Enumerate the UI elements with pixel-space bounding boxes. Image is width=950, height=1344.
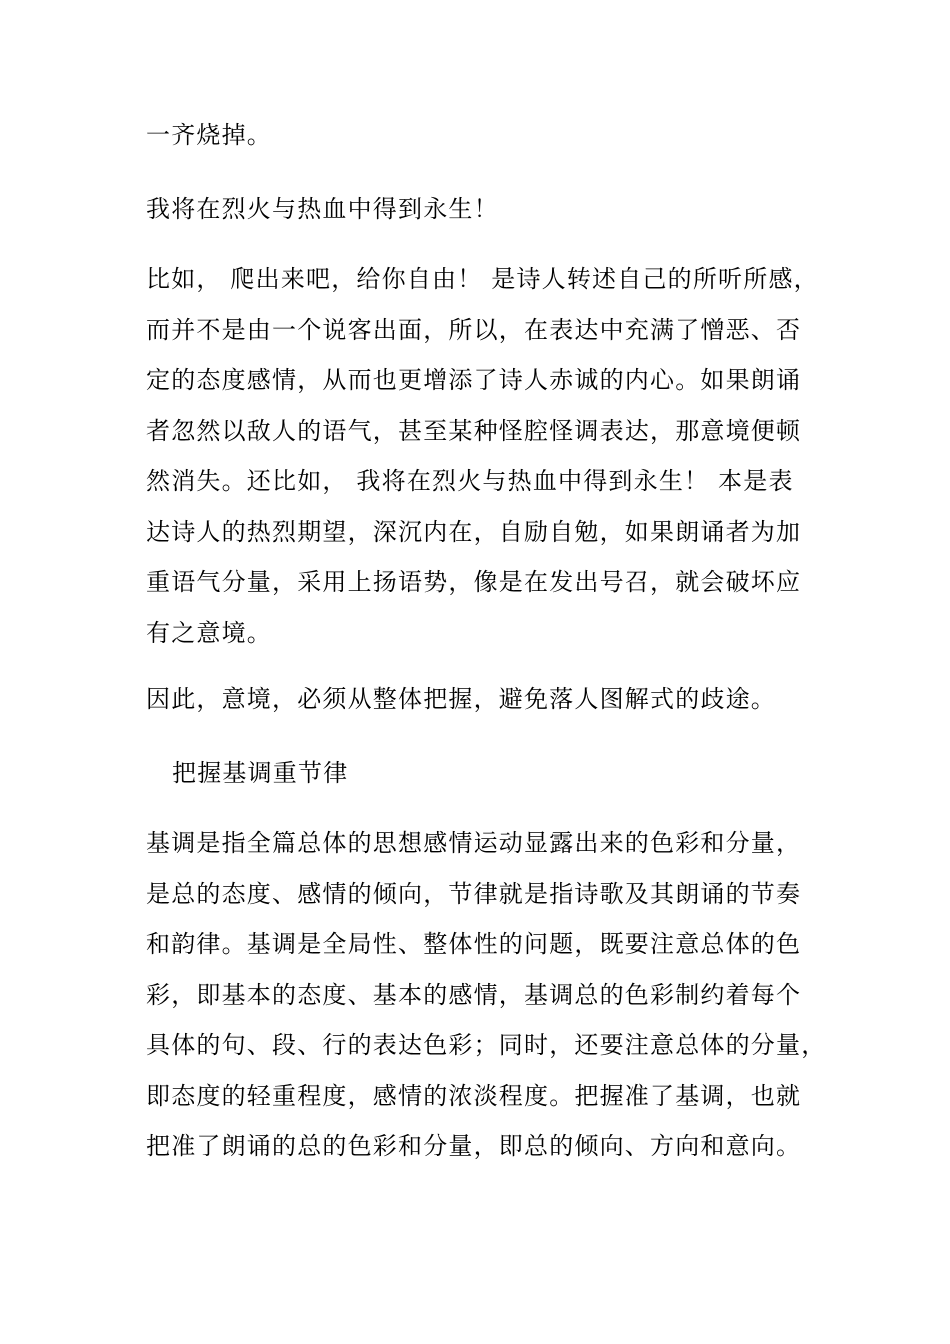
- paragraph-line: 具体的句、段、行的表达色彩；同时，还要注意总体的分量，: [146, 1031, 827, 1059]
- paragraph-line: 者忽然以敌人的语气，甚至某种怪腔怪调表达，那意境便顿: [146, 416, 802, 445]
- paragraph-line: 比如， 爬出来吧，给你自由！ 是诗人转述自己的所听所感，: [146, 265, 819, 293]
- paragraph-line: 是总的态度、感情的倾向，节律就是指诗歌及其朗诵的节奏: [146, 879, 802, 908]
- paragraph-line: 彩，即基本的态度、基本的感情，基调总的色彩制约着每个: [146, 980, 802, 1009]
- paragraph-line: 定的态度感情，从而也更增添了诗人赤诚的内心。如果朗诵: [146, 366, 802, 394]
- paragraph-line: 把准了朗诵的总的色彩和分量，即总的倾向、方向和意向。: [146, 1132, 802, 1160]
- paragraph-line: 和韵律。基调是全局性、整体性的问题，既要注意总体的色: [146, 930, 802, 958]
- paragraph-line: 即态度的轻重程度，感情的浓淡程度。把握准了基调，也就: [146, 1081, 802, 1110]
- paragraph-tone: [146, 818, 827, 1172]
- quote-line: 我将在烈火与热血中得到永生！: [146, 195, 499, 223]
- paragraph-line: 重语气分量，采用上扬语势，像是在发出号召，就会破坏应: [146, 568, 802, 596]
- fragment-line: 一齐烧掉。: [146, 121, 272, 149]
- paragraph-line: 而并不是由一个说客出面，所以，在表达中充满了憎恶、否: [146, 315, 802, 344]
- section-heading: 把握基调重节律: [172, 759, 349, 787]
- paragraph-line: 达诗人的热烈期望，深沉内在，自励自勉，如果朗诵者为加: [146, 517, 802, 546]
- paragraph-example: [146, 254, 819, 658]
- paragraph-line: 有之意境。: [146, 618, 272, 647]
- paragraph-line: 基调是指全篇总体的思想感情运动显露出来的色彩和分量，: [146, 829, 802, 857]
- conclusion-line: 因此，意境，必须从整体把握，避免落人图解式的歧途。: [146, 685, 776, 713]
- paragraph-line: 然消失。还比如， 我将在烈火与热血中得到永生！ 本是表: [146, 467, 794, 495]
